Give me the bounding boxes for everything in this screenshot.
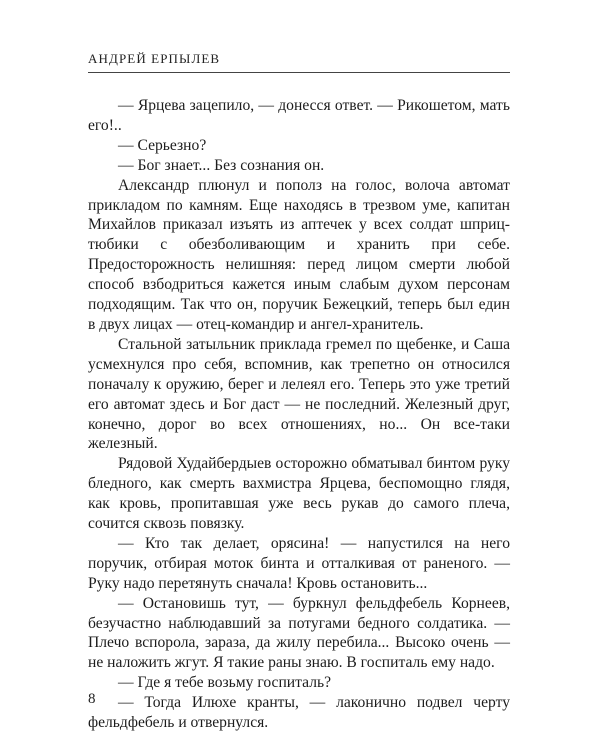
paragraph: — Серьезно?: [118, 136, 207, 154]
paragraph: — Тогда Илюхе кранты, — лаконично подвел черту фельдфебель и отвернулся.: [88, 694, 510, 732]
page-number: 8: [88, 691, 96, 707]
paragraph: Стальной затыльник приклада гремел по щебенке, и Саша усмехнулся про себя, вспомнив, как трепетно он относился поначалу к оружию, берег и лелеял его. Теперь это уже третий его автомат здесь и Бог даст — не последний. Железный друг, конечно, дорог во всех отношениях, но... Он все-таки железный.: [88, 335, 510, 453]
paragraph: Александр плюнул и пополз на голос, волоча автомат прикладом по камням. Еще находясь в трезвом уме, капитан Михайлов приказал изъять из аптечек у всех солдат шприц-тюбики с обезболивающим и хранить при себе. Предосторожность нелишняя: перед лицом смерти любой способ взбодриться кажется иным слабым духом персонам подходящим. Так что он, поручик Бежецкий, теперь был един в двух лицах — отец-командир и ангел-хранитель.: [88, 176, 510, 333]
body-text: [88, 96, 510, 733]
running-head-author: АНДРЕЙ ЕРПЫЛЕВ: [88, 51, 221, 66]
header-rule: [88, 72, 510, 73]
paragraph: — Остановишь тут, — буркнул фельдфебель Корнеев, безучастно наблюдавший за потугами бедного солдатика. — Плечо вспорола, зараза, да жилу перебила... Высоко очень — не наложить жгут. Я такие раны знаю. В госпиталь ему надо.: [88, 594, 510, 672]
paragraph: Рядовой Худайбердыев осторожно обматывал бинтом руку бледного, как смерть вахмистра Ярцева, беспомощно глядя, как кровь, пропитавшая уже весь рукав до самого плеча, сочится сквозь повязку.: [88, 455, 510, 533]
paragraph: — Бог знает... Без сознания он.: [118, 156, 325, 174]
paragraph: — Где я тебе возьму госпиталь?: [118, 674, 332, 692]
paragraph: — Кто так делает, орясина! — напустился на него поручик, отбирая моток бинта и отталкивая от раненого. — Руку надо перетянуть сначала! Кровь остановить...: [88, 534, 510, 592]
paragraph: — Ярцева зацепило, — донесся ответ. — Рикошетом, мать его!..: [88, 97, 510, 134]
